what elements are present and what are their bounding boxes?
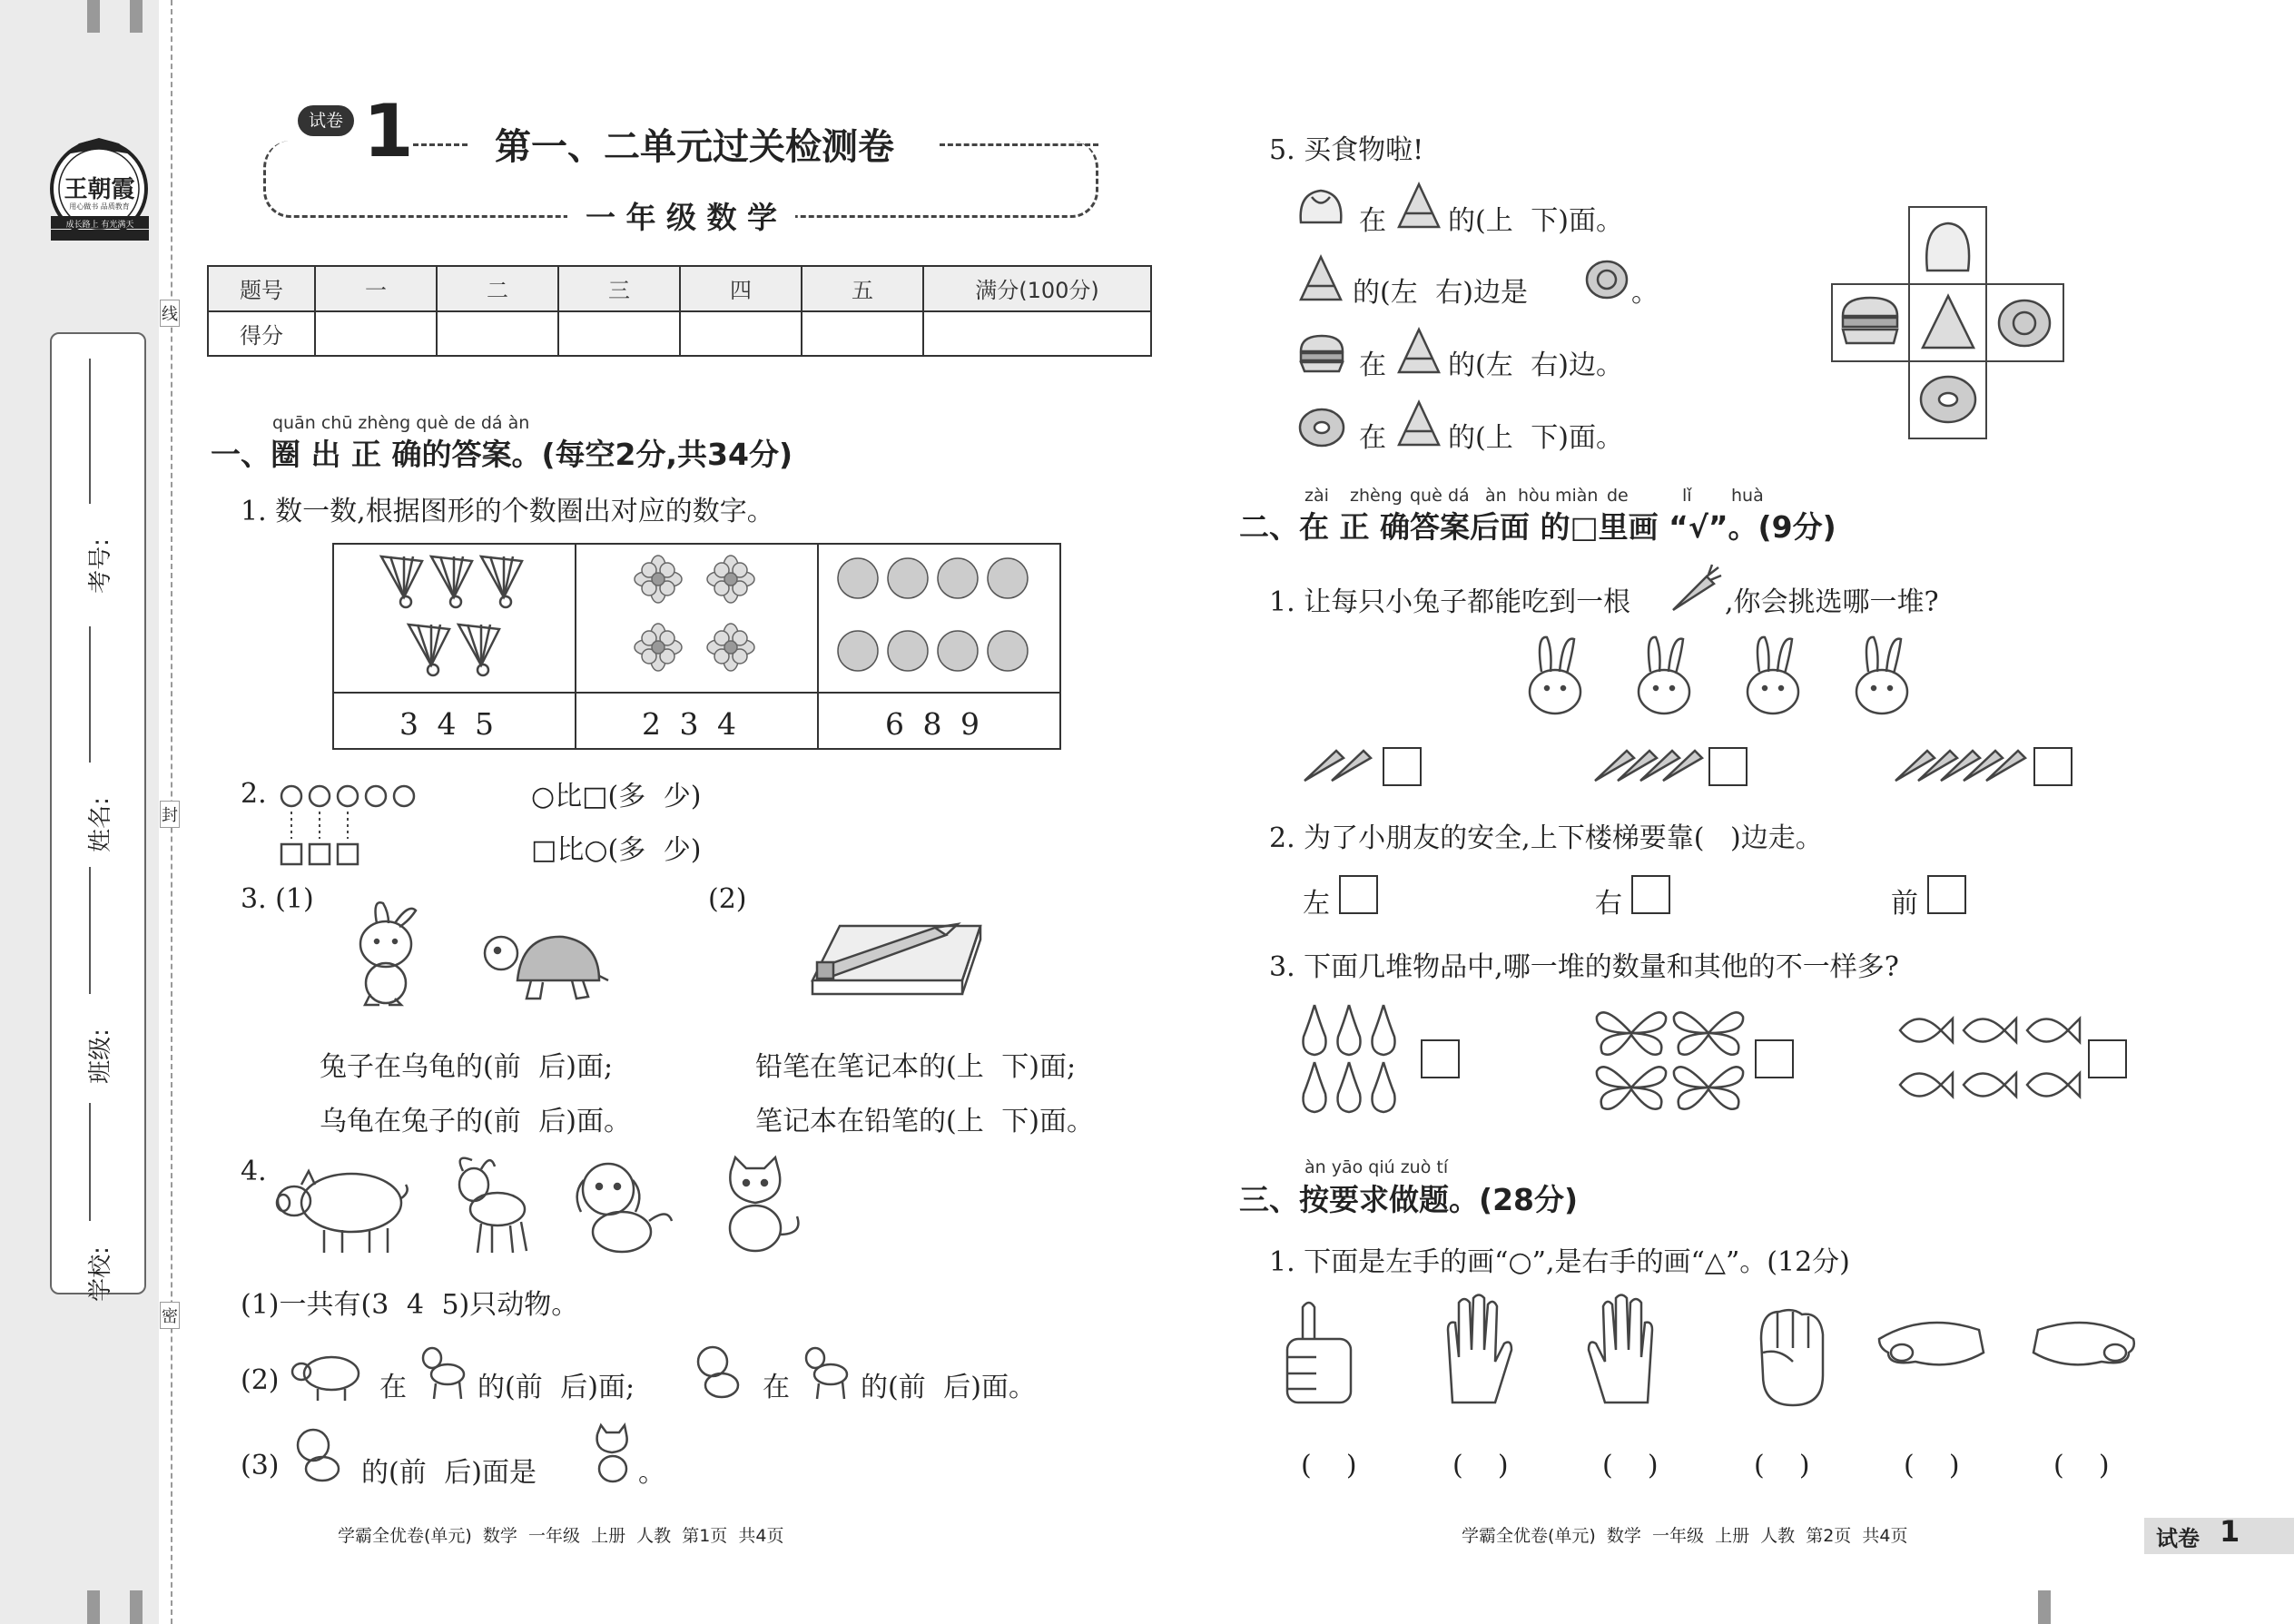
q5-l1[interactable]: 的(上 下)面。: [1448, 205, 1623, 237]
section1-pinyin: quān chū zhèng què de dá àn: [272, 413, 530, 433]
section2-pinyin: huà: [1731, 486, 1764, 506]
mooncake-icon: [1584, 259, 1629, 300]
goat-icon-small2: [799, 1342, 853, 1401]
q4-3-text[interactable]: 的(前 后)面是: [361, 1457, 537, 1489]
s2-q2-opt-left: 左: [1303, 888, 1330, 920]
section2-pinyin: dá: [1448, 486, 1470, 506]
q5-l3[interactable]: 的(左 右)边。: [1448, 349, 1623, 381]
section2-pinyin: àn: [1485, 486, 1507, 506]
score-row-label: 得分: [208, 311, 315, 357]
field-label: 姓名:: [86, 797, 114, 852]
field-school[interactable]: [64, 1103, 136, 1302]
q4-2-first[interactable]: 的(前 后)面;: [478, 1372, 635, 1403]
footer-left: 学霸全优卷(单元) 数学 一年级 上册 人教 第1页 共4页: [338, 1526, 784, 1546]
puppy-icon-small: [690, 1343, 753, 1400]
q5-l2-end: 。: [1631, 277, 1659, 309]
q4-2-at: 在: [379, 1372, 407, 1403]
exam-number: 1: [363, 89, 414, 173]
section2-pinyin: lǐ: [1682, 486, 1692, 506]
bun-icon: [1298, 186, 1344, 230]
turtle-icon: [481, 926, 608, 1008]
s2-q2-text: 2. 为了小朋友的安全,上下楼梯要靠( )边走。: [1269, 822, 1823, 854]
zongzi-icon: [1396, 327, 1442, 377]
score-cell[interactable]: [680, 311, 802, 357]
field-label: 班级:: [86, 1029, 114, 1084]
score-header: 题号: [208, 266, 315, 311]
page-tag-label: 试卷: [2156, 1526, 2200, 1551]
donut-icon: [1298, 407, 1345, 448]
score-header: 三: [558, 266, 680, 311]
q2-number: 2.: [241, 778, 267, 810]
q5-l4[interactable]: 的(上 下)面。: [1448, 422, 1623, 454]
food-grid: [1832, 207, 2063, 438]
margin-mark: [130, 1590, 143, 1624]
margin-mark: [87, 1590, 100, 1624]
zongzi-icon: [1298, 254, 1344, 304]
hand-answer-2[interactable]: ( ): [1452, 1450, 1509, 1481]
goat-icon-small: [416, 1342, 470, 1401]
brand-name: 王朝霞: [64, 176, 135, 203]
q4-2-second[interactable]: 的(前 后)面。: [861, 1372, 1036, 1403]
q4-3-end: 。: [638, 1457, 665, 1489]
s3-q1-text: 1. 下面是左手的画“○”,是右手的画“△”。(12分): [1269, 1246, 1850, 1278]
rabbit-heads: [1525, 635, 1934, 722]
title-dash-left: [413, 143, 468, 146]
section2-title: 二、在 正 确答案后面 的□里画 “√”。(9分): [1239, 509, 1836, 545]
badge-oval: 试卷: [298, 105, 354, 136]
carrot-pile-4: [1590, 740, 1708, 785]
section2-pinyin: hòu: [1518, 486, 1551, 506]
q5-l2[interactable]: 的(左 右)边是: [1353, 277, 1528, 309]
field-label: 学校:: [86, 1246, 114, 1302]
section3-pinyin: àn yāo qiú zuò tí: [1305, 1157, 1449, 1177]
q5-l3-at: 在: [1359, 349, 1386, 381]
kitten-icon: [717, 1157, 808, 1253]
footer-right: 学霸全优卷(单元) 数学 一年级 上册 人教 第2页 共4页: [1462, 1526, 1908, 1546]
section2-pinyin: zài: [1305, 486, 1329, 506]
binding-char-secret: 密: [160, 1302, 180, 1329]
count-options-apple[interactable]: 6 8 9: [885, 706, 980, 742]
brand-slogan: 成长路上 有光满天: [65, 221, 134, 230]
score-cell[interactable]: [558, 311, 680, 357]
carrot-icon: [1669, 563, 1723, 615]
q4-2-at2: 在: [763, 1372, 790, 1403]
q4-number: 4.: [241, 1156, 267, 1187]
margin-mark: [2038, 1590, 2051, 1624]
page-subtitle: 一 年 级 数 学: [567, 194, 795, 237]
puppy-icon-small3: [290, 1425, 354, 1484]
binding-char-seal: 封: [160, 801, 180, 828]
goat-icon: [445, 1153, 536, 1257]
carrot-pile-2: [1300, 740, 1382, 785]
count-options-flower[interactable]: 2 3 4: [642, 706, 736, 742]
s2-q2-opt-front: 前: [1891, 888, 1918, 920]
field-exam-number[interactable]: [64, 359, 136, 594]
pig-icon-small: [290, 1348, 363, 1403]
q4-3-label: (3): [241, 1450, 280, 1481]
carrot-pile-5: [1891, 740, 2032, 785]
section2-pinyin: de: [1607, 486, 1629, 506]
kitten-icon-small: [590, 1425, 635, 1484]
answer-box[interactable]: [2088, 1039, 2127, 1078]
score-header: 五: [802, 266, 923, 311]
q3-label-1: 3. (1): [241, 883, 314, 915]
flower-group: [626, 552, 772, 679]
section2-pinyin: zhèng: [1350, 486, 1403, 506]
rabbit-icon: [345, 903, 436, 1008]
pear-group: [1296, 1000, 1414, 1118]
score-header: 二: [437, 266, 558, 311]
hand-answer-6[interactable]: ( ): [2053, 1450, 2110, 1481]
butterfly-group: [1590, 1003, 1749, 1117]
margin-mark: [87, 0, 100, 33]
score-cell[interactable]: [802, 311, 923, 357]
q2-circles-squares: [277, 782, 431, 869]
section1-title: 一、圈 出 正 确的答案。(每空2分,共34分): [211, 437, 793, 472]
hand-answer-3[interactable]: ( ): [1602, 1450, 1659, 1481]
apple-group: [835, 556, 1044, 683]
q2-b[interactable]: □比○(多 少): [531, 834, 702, 866]
score-header: 一: [315, 266, 437, 311]
q1-text: 1. 数一数,根据图形的个数圈出对应的数字。: [241, 496, 774, 527]
answer-box[interactable]: [1383, 747, 1422, 786]
answer-box[interactable]: [1631, 875, 1670, 914]
score-table: [207, 265, 1152, 357]
q5-l1-at: 在: [1359, 205, 1386, 237]
notebook-pencil-icon: [799, 917, 989, 1017]
hand-answer-4[interactable]: ( ): [1754, 1450, 1810, 1481]
q4-1[interactable]: (1)一共有(3 4 5)只动物。: [241, 1289, 579, 1321]
q2-a[interactable]: ○比□(多 少): [531, 781, 702, 812]
q3-label-2: (2): [708, 883, 747, 915]
title-dash-right: [940, 143, 1098, 146]
score-cell[interactable]: [315, 311, 437, 357]
q5-title: 5. 买食物啦!: [1269, 134, 1424, 166]
answer-box[interactable]: [2033, 747, 2072, 786]
binding-char-line: 线: [160, 300, 180, 327]
section2-pinyin: miàn: [1555, 486, 1599, 506]
score-cell[interactable]: [923, 311, 1151, 357]
fish-group: [1891, 1003, 2082, 1117]
hands-row: [1280, 1294, 2142, 1412]
s2-q2-opt-right: 右: [1595, 888, 1622, 920]
s2-q3-text: 3. 下面几堆物品中,哪一堆的数量和其他的不一样多?: [1269, 951, 1899, 983]
score-header: 满分(100分): [923, 266, 1151, 311]
hand-answer-1[interactable]: ( ): [1301, 1450, 1357, 1481]
page-title: 第一、二单元过关检测卷: [495, 126, 894, 168]
shuttlecock-group: [363, 552, 545, 679]
zongzi-icon: [1396, 182, 1442, 231]
count-options-shuttlecock[interactable]: 3 4 5: [399, 706, 494, 742]
answer-box[interactable]: [1927, 875, 1966, 914]
q3-r1[interactable]: 铅笔在笔记本的(上 下)面;: [755, 1051, 1077, 1083]
zongzi-icon: [1396, 399, 1442, 449]
margin-mark: [130, 0, 143, 33]
page-tag-number: 1: [2220, 1514, 2240, 1549]
section2-pinyin: què: [1410, 486, 1442, 506]
field-name[interactable]: [64, 626, 136, 853]
field-class[interactable]: [64, 867, 136, 1085]
q3-l1[interactable]: 兔子在乌龟的(前 后)面;: [320, 1051, 614, 1083]
field-label: 考号:: [86, 538, 114, 594]
puppy-icon: [567, 1157, 681, 1257]
answer-box[interactable]: [1339, 875, 1378, 914]
burger-icon: [1298, 333, 1345, 374]
brand-slogan: 用心做书 品质教育: [69, 202, 130, 211]
q3-l2[interactable]: 乌龟在兔子的(前 后)面。: [320, 1106, 631, 1137]
hand-answer-5[interactable]: ( ): [1904, 1450, 1960, 1481]
answer-box[interactable]: [1421, 1039, 1460, 1078]
score-cell[interactable]: [437, 311, 558, 357]
answer-box[interactable]: [1708, 747, 1748, 786]
s2-q1-text: 1. 让每只小兔子都能吃到一根: [1269, 586, 1631, 618]
s2-q1-text-end: ,你会挑选哪一堆?: [1725, 586, 1939, 618]
score-header: 四: [680, 266, 802, 311]
section3-title: 三、按要求做题。(28分): [1239, 1182, 1579, 1217]
q4-2-label: (2): [241, 1364, 280, 1396]
q5-l4-at: 在: [1359, 422, 1386, 454]
pig-icon: [274, 1157, 410, 1257]
brand-logo: [47, 136, 152, 245]
q3-r2[interactable]: 笔记本在铅笔的(上 下)面。: [755, 1106, 1094, 1137]
answer-box[interactable]: [1755, 1039, 1794, 1078]
